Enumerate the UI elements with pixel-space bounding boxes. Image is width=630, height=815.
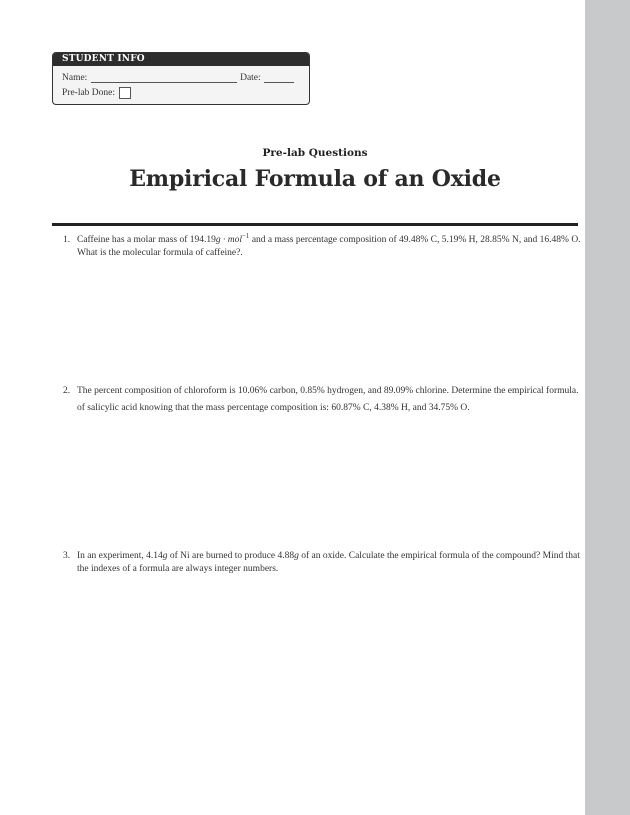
name-label: Name: [62,73,88,83]
question-3 [63,550,591,576]
page-title: Empirical Formula of an Oxide [129,166,501,192]
prelab-done-checkbox[interactable] [119,87,131,99]
question-1 [63,234,591,260]
question-text: The percent composition of chloroform is 10.06% carbon, 0.85% hydrogen, and 89.09% chlorine. Determine the empirical formula. [77,386,579,396]
question-number: 3. [63,551,71,561]
unit-exponent: −1 [241,232,250,240]
date-label: Date: [240,73,261,83]
page-side-bar [585,0,630,815]
question-number: 2. [63,386,71,396]
student-info-header: STUDENT INFO [53,53,309,66]
question-text: Caffeine has a molar mass of 194.19g · mol$^{-1}$ and a mass percentage composition of 49.48% C, 5.19% H, 28.85% N, and 16.48% O. What is the molecular formula of caffeine?. [77,232,581,258]
title-divider [52,223,578,226]
name-date-row [62,73,294,83]
date-field[interactable] [264,73,294,83]
prelab-row [62,87,131,99]
question-extra-text: of salicylic acid knowing that the mass percentage composition is: 60.87% C, 4.38% H, and 34.75% O. [77,403,470,413]
page-subtitle: Pre-lab Questions [262,147,368,159]
student-info-box [52,52,310,105]
name-field[interactable] [91,73,237,83]
prelab-label: Pre-lab Done: [62,88,116,99]
question-number: 1. [63,235,71,245]
molar-mass-unit: g · mol [215,235,242,245]
question-2 [63,385,591,415]
question-text: In an experiment, 4.14g of Ni are burned to produce 4.88g of an oxide. Calculate the empirical formula of the compound? Mind that the indexes of a formula are always integer numbers. [77,551,580,574]
